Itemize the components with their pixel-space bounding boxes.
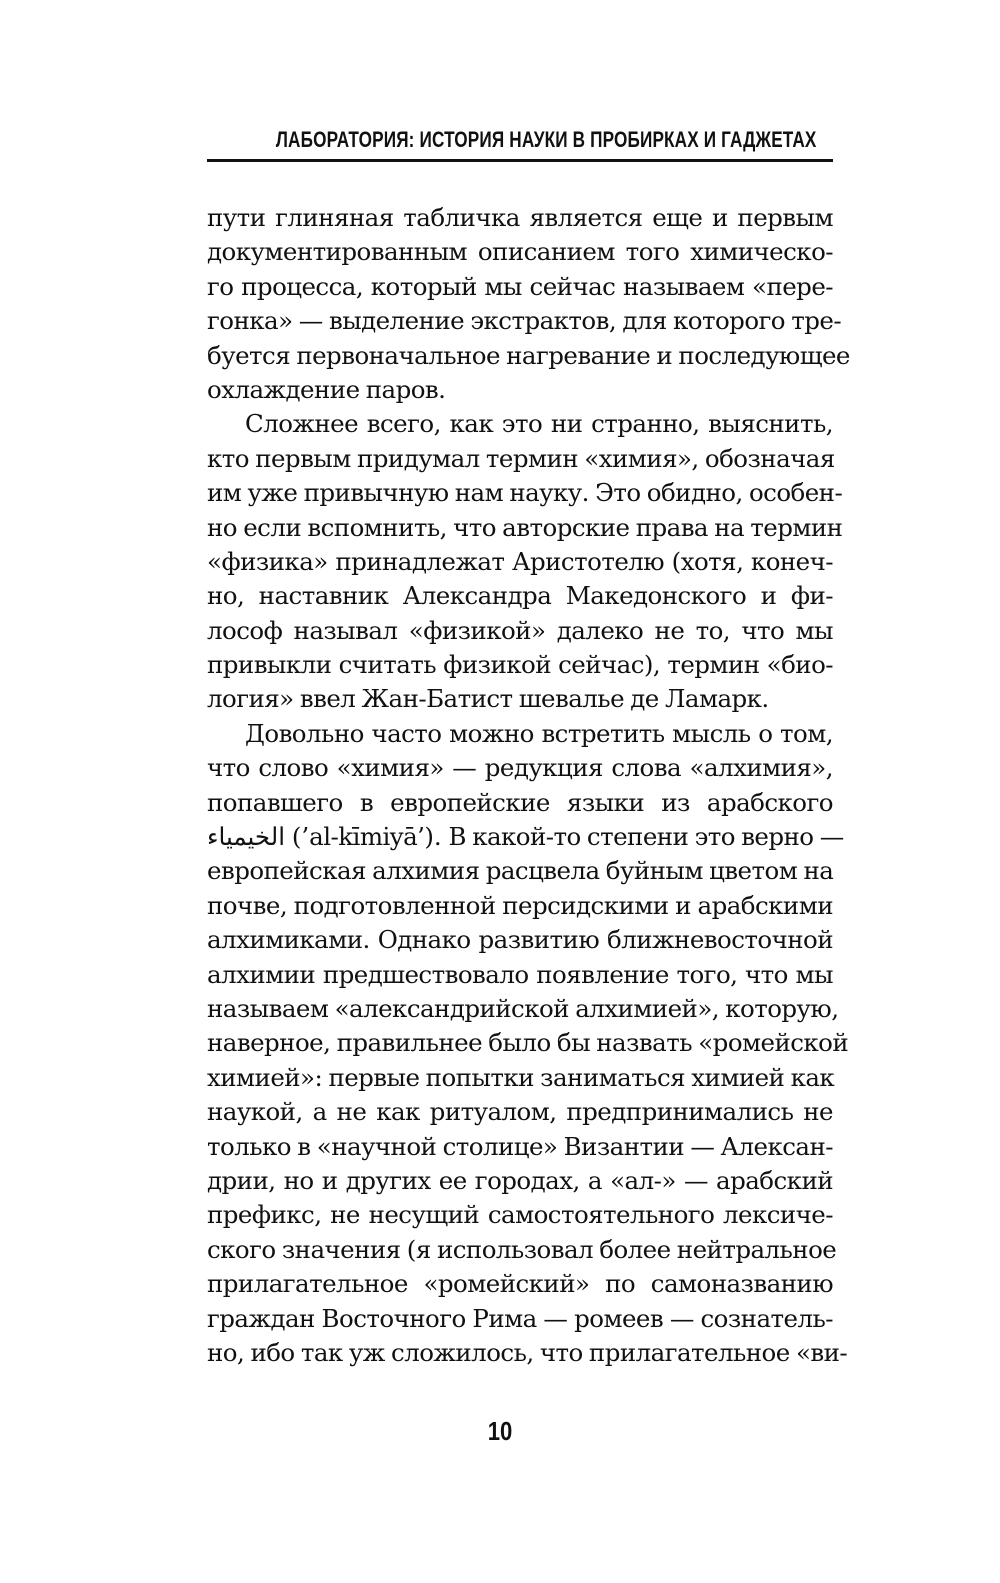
text-line: الخيمياء (’al-kīmiyā’). В какой-то степени это верно — <box>207 822 844 852</box>
text-line: гонка» — выделение экстрактов, для которого тре- <box>207 306 842 336</box>
body-text <box>207 201 850 1370</box>
text-line: пути глиняная табличка является еще и первым <box>207 203 833 232</box>
text-line: что слово «химия» — редукция слова «алхимия», <box>207 753 833 783</box>
text-line: только в «научной столице» Византии — Алексан- <box>207 1131 833 1161</box>
text-line: но если вспомнить, что авторские права на термин <box>207 512 843 542</box>
text-line: алхимиками. Однако развитию ближневосточной <box>207 925 833 955</box>
text-line: попавшего в европейские языки из арабского <box>207 787 833 817</box>
text-line: им уже привычную нам науку. Это обидно, особен- <box>207 478 843 508</box>
text-line: европейская алхимия расцвела буйным цветом на <box>207 856 834 886</box>
text-line: прилагательное «ромейский» по самоназванию <box>207 1269 833 1299</box>
text-line: кто первым придумал термин «химия», обозначая <box>207 443 835 473</box>
text-line: «физика» принадлежат Аристотелю (хотя, конеч- <box>207 546 833 576</box>
text-line: наукой, а не как ритуалом, предпринимались не <box>207 1097 833 1127</box>
text-line: почве, подготовленной персидскими и арабскими <box>207 890 833 920</box>
header-rule <box>207 159 833 162</box>
text-line: префикс, не несущий самостоятельного лексиче- <box>207 1200 833 1230</box>
text-line: наверное, правильнее было бы назвать «ромейской <box>207 1028 849 1058</box>
text-line: алхимии предшествовало появление того, что мы <box>207 959 833 989</box>
text-line: буется первоначальное нагревание и последующее <box>207 340 850 370</box>
text-line: ского значения (я использовал более нейтральное <box>207 1234 837 1264</box>
text-line: охлаждение паров. <box>207 374 446 404</box>
text-line: называем «александрийской алхимией», которую, <box>207 993 839 1023</box>
text-line: Довольно часто можно встретить мысль о том, <box>245 718 833 748</box>
text-line: логия» ввел Жан-Батист шевалье де Ламарк. <box>207 684 769 714</box>
text-line: но, наставник Александра Македонского и фи- <box>207 581 833 611</box>
text-line: граждан Восточного Рима — ромеев — сознатель- <box>207 1303 833 1333</box>
text-line: привыкли считать физикой сейчас), термин «био- <box>207 650 833 680</box>
running-header: ЛАБОРАТОРИЯ: ИСТОРИЯ НАУКИ В ПРОБИРКАХ И ГАДЖЕТАХ <box>275 127 817 152</box>
text-line: но, ибо так уж сложилось, что прилагательное «ви- <box>207 1337 848 1367</box>
text-line: химией»: первые попытки заниматься химией как <box>207 1062 835 1092</box>
page-number: 10 <box>487 1416 513 1446</box>
text-line: документированным описанием того химическо- <box>207 237 833 267</box>
text-line: лософ называл «физикой» далеко не то, что мы <box>207 615 833 645</box>
text-line: Сложнее всего, как это ни странно, выяснить, <box>245 409 833 439</box>
text-line: го процесса, который мы сейчас называем «пере- <box>207 271 833 301</box>
text-line: дрии, но и других ее городах, а «ал-» — арабский <box>207 1165 833 1195</box>
